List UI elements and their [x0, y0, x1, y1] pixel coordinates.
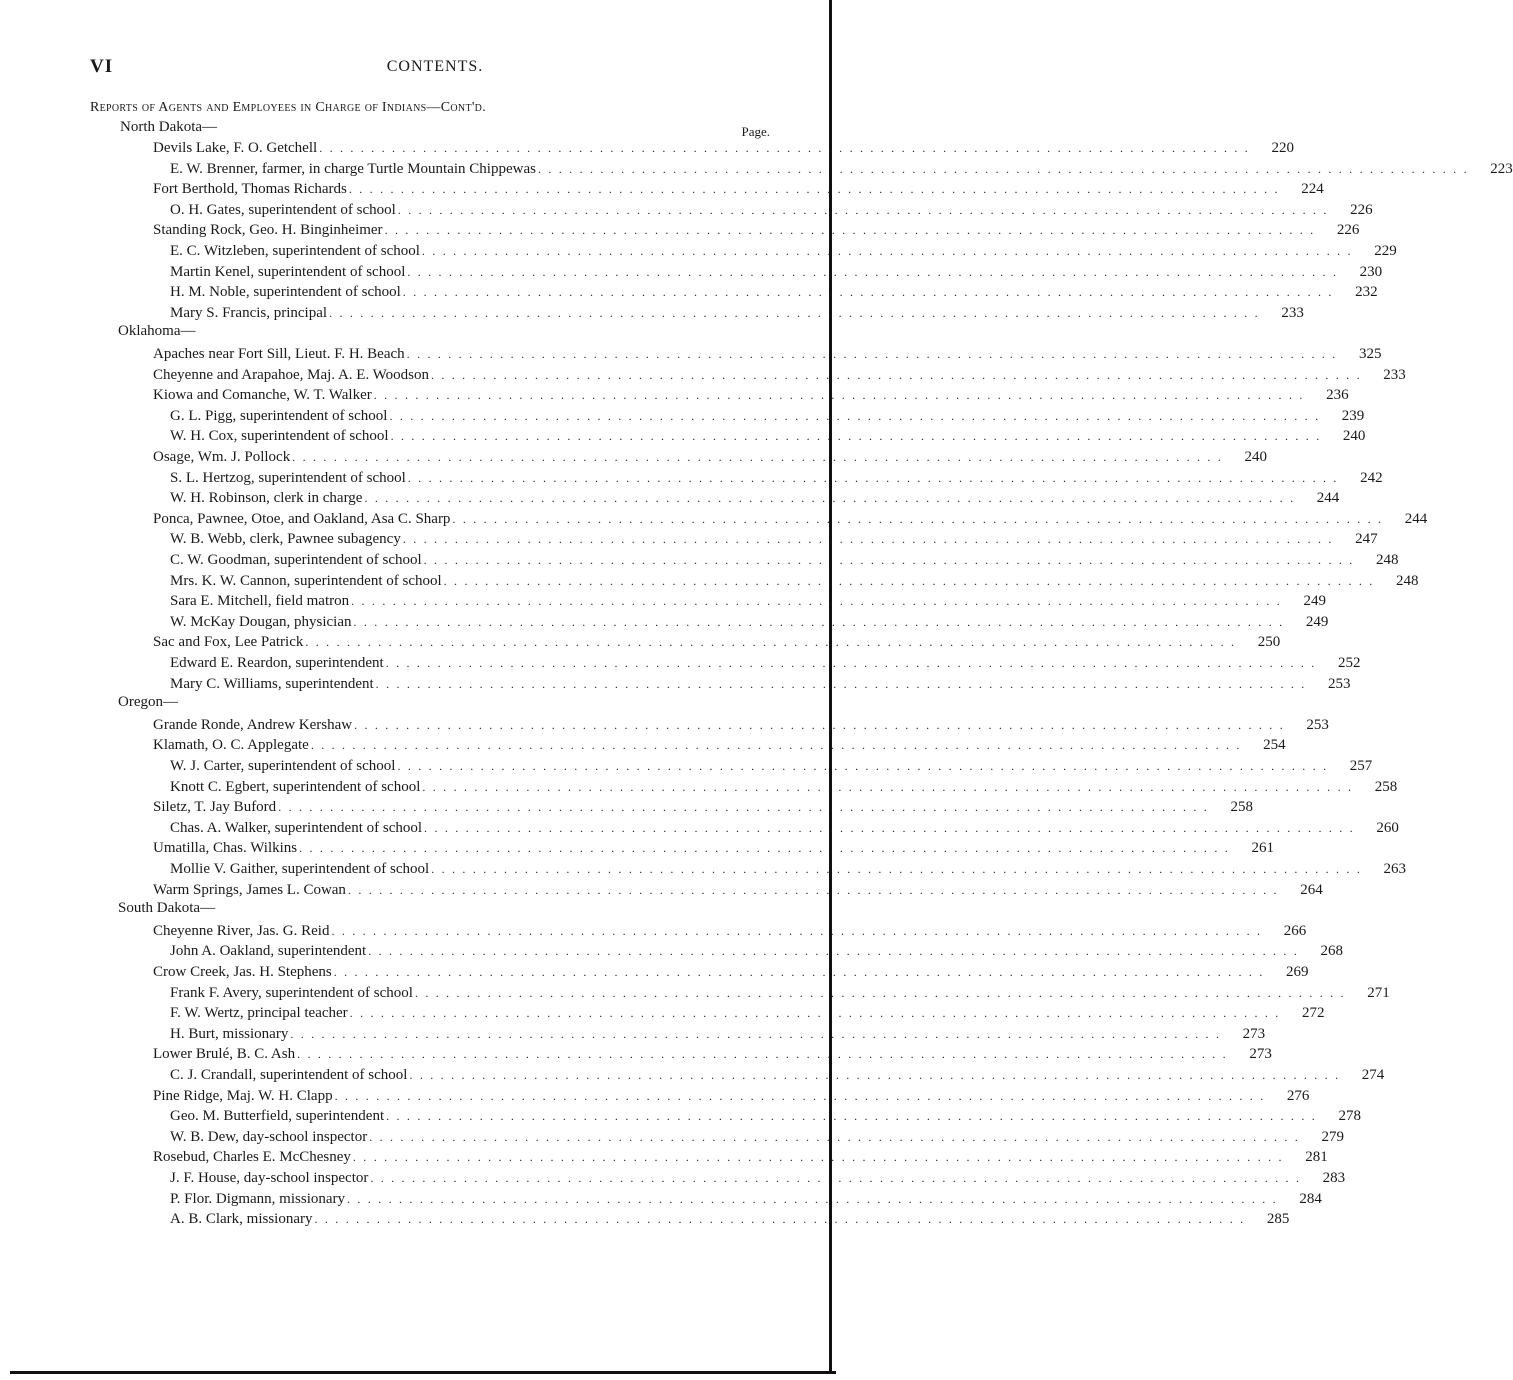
toc-entry [170, 552, 1399, 572]
toc-entry [153, 716, 1329, 737]
dot-leader: . . . . . . . . . . . . . . . . . . . . . . . . . . . . . . . . . . . . . . . . . . . . . . . . . . . . . . . . . . . . . . . . . . . . . . . . . . . . . . . . . . . . . . . . . . [334, 1088, 1266, 1103]
dot-leader: . . . . . . . . . . . . . . . . . . . . . . . . . . . . . . . . . . . . . . . . . . . . . . . . . . . . . . . . . . . . . . . . . . . . . . . . . . . . . . . . . . . . . . . . . . [390, 429, 1322, 444]
toc-entry-title: Osage, Wm. J. Pollock [153, 449, 291, 465]
toc-entry-title: Crow Creek, Jas. H. Stephens [153, 964, 332, 980]
toc-entry [153, 140, 1294, 160]
toc-entry-page: 261 [1251, 840, 1274, 857]
dot-leader: . . . . . . . . . . . . . . . . . . . . . . . . . . . . . . . . . . . . . . . . . . . . . . . . . . . . . . . . . . . . . . . . . . . . . . . . . . . . . . . . . . . . . . . . . . [421, 244, 1353, 258]
toc-entry-title: Klamath, O. C. Applegate [153, 737, 309, 754]
toc-entry-page: 268 [1320, 943, 1344, 960]
toc-entry-page: 284 [1299, 1190, 1322, 1207]
toc-entry-page: 278 [1338, 1108, 1361, 1125]
toc-entry [170, 407, 1365, 428]
toc-entry-page: 257 [1349, 758, 1373, 774]
dot-leader: . . . . . . . . . . . . . . . . . . . . . . . . . . . . . . . . . . . . . . . . . . . . . . . . . . . . . . . . . . . . . . . . . . . . . . . . . . . . . . . . . . . . . . . . . . [278, 800, 1209, 815]
dot-leader: . . . . . . . . . . . . . . . . . . . . . . . . . . . . . . . . . . . . . . . . . . . . . . . . . . . . . . . . . . . . . . . . . . . . . . . . . . . . . . . . . . . . . . . . . . [297, 1047, 1228, 1062]
toc-entry [153, 222, 1360, 242]
page-header [90, 56, 780, 80]
toc-entry-page: 224 [1301, 181, 1324, 198]
toc-entry [170, 1108, 1361, 1128]
toc-entry [170, 160, 1513, 181]
toc-entry-page: 254 [1263, 737, 1286, 754]
page-edge-bottom [10, 1371, 836, 1374]
toc-entry-page: 260 [1376, 819, 1399, 836]
dot-leader: . . . . . . . . . . . . . . . . . . . . . . . . . . . . . . . . . . . . . . . . . . . . . . . . . . . . . . . . . . . . . . . . . . . . . . . . . . . . . . . . . . . . . . . . . . [310, 738, 1242, 753]
toc-entry [170, 284, 1378, 304]
toc-entry-title: G. L. Pigg, superintendent of school [170, 407, 388, 424]
toc-entry-title: Cheyenne River, Jas. G. Reid [153, 922, 330, 939]
toc-entry-page: 285 [1266, 1211, 1290, 1228]
toc-entry-title: E. W. Brenner, farmer, in charge Turtle Mountain Chippewas [170, 160, 536, 177]
toc-entry-page: 273 [1242, 1025, 1266, 1042]
toc-entry-title: Cheyenne and Arapahoe, Maj. A. E. Woodson [153, 366, 429, 383]
toc-entry-title: F. W. Wertz, principal teacher [170, 1005, 348, 1022]
dot-leader: . . . . . . . . . . . . . . . . . . . . . . . . . . . . . . . . . . . . . . . . . . . . . . . . . . . . . . . . . . . . . . . . . . . . . . . . . . . . . . . . . . . . . . . . . . [349, 1006, 1281, 1021]
toc-entry-page: 249 [1303, 593, 1326, 610]
toc-entry-title: J. F. House, day-school inspector [170, 1170, 369, 1186]
toc-entry-title: P. Flor. Digmann, missionary [170, 1190, 346, 1207]
toc-entry [170, 778, 1398, 799]
dot-leader: . . . . . . . . . . . . . . . . . . . . . . . . . . . . . . . . . . . . . . . . . . . . . . . . . . . . . . . . . . . . . . . . . . . . . . . . . . . . . . . . . . . . . . . . . . [397, 202, 1329, 217]
toc-entry [170, 593, 1326, 613]
toc-entry-page: 240 [1244, 449, 1268, 465]
toc-entry [170, 304, 1304, 325]
toc-entry-page: 236 [1326, 387, 1349, 404]
toc-entry-page: 248 [1395, 572, 1419, 589]
toc-entry [170, 490, 1340, 510]
toc-entry-page: 248 [1375, 552, 1399, 568]
toc-entry-title: W. H. Robinson, clerk in charge [170, 490, 363, 507]
dot-leader: . . . . . . . . . . . . . . . . . . . . . . . . . . . . . . . . . . . . . . . . . . . . . . . . . . . . . . . . . . . . . . . . . . . . . . . . . . . . . . . . . . . . . . . . . . [348, 182, 1280, 197]
state-heading: North Dakota— [120, 119, 218, 135]
toc-entry-page: 273 [1249, 1046, 1272, 1063]
toc-entry [170, 1211, 1290, 1231]
toc-entry-page: 272 [1301, 1005, 1325, 1022]
toc-entry-page: 223 [1490, 160, 1513, 177]
toc-entry-title: Fort Berthold, Thomas Richards [153, 181, 347, 198]
toc-entry-page: 252 [1338, 655, 1361, 671]
dot-leader: . . . . . . . . . . . . . . . . . . . . . . . . . . . . . . . . . . . . . . . . . . . . . . . . . . . . . . . . . . . . . . . . . . . . . . . . . . . . . . . . . . . . . . . . . . [305, 635, 1237, 650]
toc-entry [153, 964, 1309, 984]
toc-entry-title: Edward E. Reardon, superintendent [170, 655, 384, 671]
toc-entry-title: Chas. A. Walker, superintendent of school [170, 819, 423, 836]
toc-entry-page: 233 [1281, 304, 1304, 321]
toc-entry-page: 279 [1321, 1128, 1344, 1145]
toc-entry-title: Geo. M. Butterfield, superintendent [170, 1108, 385, 1125]
toc-entry [153, 1046, 1272, 1066]
toc-entry-title: Rosebud, Charles E. McChesney [153, 1149, 351, 1166]
dot-leader: . . . . . . . . . . . . . . . . . . . . . . . . . . . . . . . . . . . . . . . . . . . . . . . . . . . . . . . . . . . . . . . . . . . . . . . . . . . . . . . . . . . . . . . . . . [384, 223, 1316, 238]
toc-entry-title: Standing Rock, Geo. H. Binginheimer [153, 222, 383, 239]
dot-leader: . . . . . . . . . . . . . . . . . . . . . . . . . . . . . . . . . . . . . . . . . . . . . . . . . . . . . . . . . . . . . . . . . . . . . . . . . . . . . . . . . . . . . . . . . . [423, 553, 1355, 567]
toc-entry-page: 244 [1404, 510, 1428, 527]
dot-leader: . . . . . . . . . . . . . . . . . . . . . . . . . . . . . . . . . . . . . . . . . . . . . . . . . . . . . . . . . . . . . . . . . . . . . . . . . . . . . . . . . . . . . . . . . . [373, 388, 1305, 403]
toc-entry-page: 250 [1257, 634, 1281, 651]
toc-entry [153, 881, 1323, 902]
header-title: CONTENTS. [386, 58, 484, 75]
toc-entry-title: John A. Oakland, superintendent [170, 943, 367, 960]
toc-entry-title: Sac and Fox, Lee Patrick [153, 634, 304, 651]
dot-leader: . . . . . . . . . . . . . . . . . . . . . . . . . . . . . . . . . . . . . . . . . . . . . . . . . . . . . . . . . . . . . . . . . . . . . . . . . . . . . . . . . . . . . . . . . . [452, 511, 1384, 526]
toc-entry-page: 253 [1327, 675, 1351, 692]
toc-entry-title: Mary C. Williams, superintendent [170, 675, 374, 692]
dot-leader: . . . . . . . . . . . . . . . . . . . . . . . . . . . . . . . . . . . . . . . . . . . . . . . . . . . . . . . . . . . . . . . . . . . . . . . . . . . . . . . . . . . . . . . . . . [292, 450, 1224, 464]
toc-entry-page: 263 [1383, 861, 1407, 877]
toc-entry-page: 233 [1383, 366, 1406, 383]
toc-entry-title: Knott C. Egbert, superintendent of school [170, 778, 421, 795]
toc-entry-title: C. J. Crandall, superintendent of school [170, 1067, 408, 1083]
toc-entry [170, 1190, 1322, 1211]
dot-leader: . . . . . . . . . . . . . . . . . . . . . . . . . . . . . . . . . . . . . . . . . . . . . . . . . . . . . . . . . . . . . . . . . . . . . . . . . . . . . . . . . . . . . . . . . . [406, 347, 1338, 361]
toc-entry [170, 819, 1399, 840]
toc-entry [170, 469, 1383, 490]
toc-entry [170, 861, 1407, 881]
page-column-label: Page. [741, 124, 770, 139]
toc-entry-title: Mary S. Francis, principal [170, 304, 328, 321]
dot-leader: . . . . . . . . . . . . . . . . . . . . . . . . . . . . . . . . . . . . . . . . . . . . . . . . . . . . . . . . . . . . . . . . . . . . . . . . . . . . . . . . . . . . . . . . . . [314, 1212, 1246, 1227]
dot-leader: . . . . . . . . . . . . . . . . . . . . . . . . . . . . . . . . . . . . . . . . . . . . . . . . . . . . . . . . . . . . . . . . . . . . . . . . . . . . . . . . . . . . . . . . . . [329, 305, 1260, 320]
toc-entry [170, 758, 1373, 778]
dot-leader: . . . . . . . . . . . . . . . . . . . . . . . . . . . . . . . . . . . . . . . . . . . . . . . . . . . . . . . . . . . . . . . . . . . . . . . . . . . . . . . . . . . . . . . . . . [385, 656, 1317, 670]
toc-entry-title: C. W. Goodman, superintendent of school [170, 552, 422, 568]
toc-entry [170, 428, 1366, 448]
toc-entry [153, 366, 1406, 387]
toc-entry-page: 274 [1361, 1067, 1385, 1083]
toc-entry-page: 264 [1300, 881, 1323, 898]
toc-entry-title: Mrs. K. W. Cannon, superintendent of school [170, 572, 442, 589]
toc-entry-title: E. C. Witzleben, superintendent of school [170, 243, 420, 259]
dot-leader: . . . . . . . . . . . . . . . . . . . . . . . . . . . . . . . . . . . . . . . . . . . . . . . . . . . . . . . . . . . . . . . . . . . . . . . . . . . . . . . . . . . . . . . . . . [370, 1171, 1302, 1185]
toc-entry-title: W. J. Carter, superintendent of school [170, 758, 396, 774]
dot-leader: . . . . . . . . . . . . . . . . . . . . . . . . . . . . . . . . . . . . . . . . . . . . . . . . . . . . . . . . . . . . . . . . . . . . . . . . . . . . . . . . . . . . . . . . . . [422, 779, 1354, 794]
toc-entry-page: 258 [1374, 778, 1398, 795]
toc-entry [170, 243, 1397, 263]
toc-entry-page: 230 [1359, 263, 1383, 280]
toc-entry-page: 283 [1322, 1170, 1346, 1186]
dot-leader: . . . . . . . . . . . . . . . . . . . . . . . . . . . . . . . . . . . . . . . . . . . . . . . . . . . . . . . . . . . . . . . . . . . . . . . . . . . . . . . . . . . . . . . . . . [364, 491, 1296, 506]
toc-entry-title: Siletz, T. Jay Buford [153, 799, 277, 816]
toc-entry-title: Lower Brulé, B. C. Ash [153, 1046, 296, 1063]
toc-entry [153, 737, 1286, 757]
toc-entry [153, 510, 1428, 531]
state-heading: Oregon— [118, 694, 178, 711]
toc-entry-page: 247 [1355, 531, 1378, 548]
toc-entry-title: O. H. Gates, superintendent of school [170, 201, 396, 218]
toc-entry [170, 1025, 1266, 1046]
toc-entry-title: H. Burt, missionary [170, 1025, 289, 1042]
dot-leader: . . . . . . . . . . . . . . . . . . . . . . . . . . . . . . . . . . . . . . . . . . . . . . . . . . . . . . . . . . . . . . . . . . . . . . . . . . . . . . . . . . . . . . . . . . [369, 1129, 1300, 1144]
toc-entry-page: 240 [1342, 428, 1366, 445]
toc-entry [170, 1128, 1344, 1149]
toc-entry-title: Martin Kenel, superintendent of school [170, 263, 406, 280]
toc-entry [170, 1005, 1325, 1025]
dot-leader: . . . . . . . . . . . . . . . . . . . . . . . . . . . . . . . . . . . . . . . . . . . . . . . . . . . . . . . . . . . . . . . . . . . . . . . . . . . . . . . . . . . . . . . . . . [430, 367, 1362, 382]
dot-leader: . . . . . . . . . . . . . . . . . . . . . . . . . . . . . . . . . . . . . . . . . . . . . . . . . . . . . . . . . . . . . . . . . . . . . . . . . . . . . . . . . . . . . . . . . . [353, 614, 1285, 629]
toc-entry-title: W. B. Dew, day-school inspector [170, 1128, 368, 1145]
dot-leader: . . . . . . . . . . . . . . . . . . . . . . . . . . . . . . . . . . . . . . . . . . . . . . . . . . . . . . . . . . . . . . . . . . . . . . . . . . . . . . . . . . . . . . . . . . [409, 1068, 1341, 1082]
dot-leader: . . . . . . . . . . . . . . . . . . . . . . . . . . . . . . . . . . . . . . . . . . . . . . . . . . . . . . . . . . . . . . . . . . . . . . . . . . . . . . . . . . . . . . . . . . [537, 161, 1469, 176]
dot-leader: . . . . . . . . . . . . . . . . . . . . . . . . . . . . . . . . . . . . . . . . . . . . . . . . . . . . . . . . . . . . . . . . . . . . . . . . . . . . . . . . . . . . . . . . . . [368, 944, 1300, 959]
toc-entry-title: W. B. Webb, clerk, Pawnee subagency [170, 531, 401, 548]
toc-entry-page: 239 [1341, 407, 1365, 424]
toc-entry-page: 249 [1305, 613, 1329, 630]
toc-entry-page: 242 [1360, 469, 1383, 486]
dot-leader: . . . . . . . . . . . . . . . . . . . . . . . . . . . . . . . . . . . . . . . . . . . . . . . . . . . . . . . . . . . . . . . . . . . . . . . . . . . . . . . . . . . . . . . . . . [414, 985, 1346, 1000]
toc-entry [170, 655, 1361, 675]
dot-leader: . . . . . . . . . . . . . . . . . . . . . . . . . . . . . . . . . . . . . . . . . . . . . . . . . . . . . . . . . . . . . . . . . . . . . . . . . . . . . . . . . . . . . . . . . . [402, 285, 1334, 300]
toc-entry [170, 1170, 1346, 1190]
toc-entry-title: Warm Springs, James L. Cowan [153, 881, 346, 898]
toc-entry-page: 271 [1367, 984, 1390, 1001]
toc-entry-title: W. McKay Dougan, physician [170, 613, 352, 630]
toc-entry-page: 244 [1316, 490, 1340, 507]
dot-leader: . . . . . . . . . . . . . . . . . . . . . . . . . . . . . . . . . . . . . . . . . . . . . . . . . . . . . . . . . . . . . . . . . . . . . . . . . . . . . . . . . . . . . . . . . . [333, 965, 1265, 979]
toc-entry-page: 229 [1374, 243, 1397, 259]
dot-leader: . . . . . . . . . . . . . . . . . . . . . . . . . . . . . . . . . . . . . . . . . . . . . . . . . . . . . . . . . . . . . . . . . . . . . . . . . . . . . . . . . . . . . . . . . . [299, 841, 1230, 856]
toc-entry [170, 201, 1373, 222]
dot-leader: . . . . . . . . . . . . . . . . . . . . . . . . . . . . . . . . . . . . . . . . . . . . . . . . . . . . . . . . . . . . . . . . . . . . . . . . . . . . . . . . . . . . . . . . . . [397, 759, 1329, 773]
dot-leader: . . . . . . . . . . . . . . . . . . . . . . . . . . . . . . . . . . . . . . . . . . . . . . . . . . . . . . . . . . . . . . . . . . . . . . . . . . . . . . . . . . . . . . . . . . [375, 676, 1307, 691]
toc-entry-title: Apaches near Fort Sill, Lieut. F. H. Beach [153, 346, 405, 362]
dot-leader: . . . . . . . . . . . . . . . . . . . . . . . . . . . . . . . . . . . . . . . . . . . . . . . . . . . . . . . . . . . . . . . . . . . . . . . . . . . . . . . . . . . . . . . . . . [347, 882, 1279, 897]
toc-entry-page: 226 [1350, 201, 1373, 218]
section-title: Reports of Agents and Employees in Charge of Indians—Cont'd. [90, 100, 487, 115]
dot-leader: . . . . . . . . . . . . . . . . . . . . . . . . . . . . . . . . . . . . . . . . . . . . . . . . . . . . . . . . . . . . . . . . . . . . . . . . . . . . . . . . . . . . . . . . . . [424, 820, 1355, 835]
dot-leader: . . . . . . . . . . . . . . . . . . . . . . . . . . . . . . . . . . . . . . . . . . . . . . . . . . . . . . . . . . . . . . . . . . . . . . . . . . . . . . . . . . . . . . . . . . [352, 1150, 1284, 1165]
toc-entry [170, 572, 1419, 593]
toc-entry-title: Kiowa and Comanche, W. T. Walker [153, 387, 372, 404]
toc-entry [153, 346, 1382, 366]
dot-leader: . . . . . . . . . . . . . . . . . . . . . . . . . . . . . . . . . . . . . . . . . . . . . . . . . . . . . . . . . . . . . . . . . . . . . . . . . . . . . . . . . . . . . . . . . . [443, 573, 1375, 588]
toc-entry-page: 266 [1283, 922, 1307, 939]
toc-entry-page: 325 [1358, 346, 1382, 362]
toc-entry-page: 226 [1336, 222, 1360, 239]
toc-entry [170, 943, 1344, 963]
page-number: VI [90, 56, 114, 77]
dot-leader: . . . . . . . . . . . . . . . . . . . . . . . . . . . . . . . . . . . . . . . . . . . . . . . . . . . . . . . . . . . . . . . . . . . . . . . . . . . . . . . . . . . . . . . . . . [319, 141, 1250, 155]
toc-entry-page: 258 [1230, 799, 1253, 816]
toc-entry [170, 613, 1329, 634]
toc-entry [153, 922, 1307, 943]
dot-leader: . . . . . . . . . . . . . . . . . . . . . . . . . . . . . . . . . . . . . . . . . . . . . . . . . . . . . . . . . . . . . . . . . . . . . . . . . . . . . . . . . . . . . . . . . . [351, 594, 1282, 609]
toc-entry [170, 984, 1390, 1005]
dot-leader: . . . . . . . . . . . . . . . . . . . . . . . . . . . . . . . . . . . . . . . . . . . . . . . . . . . . . . . . . . . . . . . . . . . . . . . . . . . . . . . . . . . . . . . . . . [354, 717, 1285, 732]
toc-entry [170, 1067, 1385, 1087]
toc-entry-page: 269 [1286, 964, 1309, 980]
dot-leader: . . . . . . . . . . . . . . . . . . . . . . . . . . . . . . . . . . . . . . . . . . . . . . . . . . . . . . . . . . . . . . . . . . . . . . . . . . . . . . . . . . . . . . . . . . [347, 1191, 1278, 1206]
toc-entry-title: S. L. Hertzog, superintendent of school [170, 469, 406, 486]
toc-entry-title: W. H. Cox, superintendent of school [170, 428, 389, 445]
toc-entry-page: 253 [1306, 716, 1329, 733]
toc-entry-page: 220 [1271, 140, 1294, 156]
toc-entry-title: Umatilla, Chas. Wilkins [153, 840, 298, 857]
dot-leader: . . . . . . . . . . . . . . . . . . . . . . . . . . . . . . . . . . . . . . . . . . . . . . . . . . . . . . . . . . . . . . . . . . . . . . . . . . . . . . . . . . . . . . . . . . [290, 1026, 1222, 1041]
toc-entry-title: H. M. Noble, superintendent of school [170, 284, 401, 301]
toc-entry [170, 675, 1351, 696]
state-heading: Oklahoma— [118, 323, 196, 340]
toc-entry [170, 263, 1383, 284]
toc-entry [153, 449, 1268, 469]
toc-entry [153, 634, 1281, 654]
dot-leader: . . . . . . . . . . . . . . . . . . . . . . . . . . . . . . . . . . . . . . . . . . . . . . . . . . . . . . . . . . . . . . . . . . . . . . . . . . . . . . . . . . . . . . . . . . [431, 862, 1363, 876]
dot-leader: . . . . . . . . . . . . . . . . . . . . . . . . . . . . . . . . . . . . . . . . . . . . . . . . . . . . . . . . . . . . . . . . . . . . . . . . . . . . . . . . . . . . . . . . . . [331, 923, 1263, 938]
toc-entry-title: Sara E. Mitchell, field matron [170, 593, 350, 610]
toc-entry [153, 181, 1324, 201]
dot-leader: . . . . . . . . . . . . . . . . . . . . . . . . . . . . . . . . . . . . . . . . . . . . . . . . . . . . . . . . . . . . . . . . . . . . . . . . . . . . . . . . . . . . . . . . . . [402, 532, 1334, 547]
dot-leader: . . . . . . . . . . . . . . . . . . . . . . . . . . . . . . . . . . . . . . . . . . . . . . . . . . . . . . . . . . . . . . . . . . . . . . . . . . . . . . . . . . . . . . . . . . [407, 470, 1339, 485]
toc-entry-title: Grande Ronde, Andrew Kershaw [153, 716, 353, 733]
toc-entry-page: 281 [1305, 1149, 1328, 1166]
toc-entry-title: Devils Lake, F. O. Getchell [153, 140, 318, 156]
toc-entry-title: Mollie V. Gaither, superintendent of school [170, 861, 430, 877]
state-heading: South Dakota— [118, 900, 216, 917]
toc-entry-title: Pine Ridge, Maj. W. H. Clapp [153, 1087, 333, 1104]
dot-leader: . . . . . . . . . . . . . . . . . . . . . . . . . . . . . . . . . . . . . . . . . . . . . . . . . . . . . . . . . . . . . . . . . . . . . . . . . . . . . . . . . . . . . . . . . . [389, 408, 1321, 423]
dot-leader: . . . . . . . . . . . . . . . . . . . . . . . . . . . . . . . . . . . . . . . . . . . . . . . . . . . . . . . . . . . . . . . . . . . . . . . . . . . . . . . . . . . . . . . . . . [407, 264, 1339, 279]
toc-entry-title: Ponca, Pawnee, Otoe, and Oakland, Asa C. Sharp [153, 510, 451, 527]
toc-entry [170, 531, 1378, 551]
dot-leader: . . . . . . . . . . . . . . . . . . . . . . . . . . . . . . . . . . . . . . . . . . . . . . . . . . . . . . . . . . . . . . . . . . . . . . . . . . . . . . . . . . . . . . . . . . [386, 1109, 1317, 1124]
toc-entry [153, 840, 1274, 860]
toc-entry [153, 387, 1349, 407]
toc-entry-page: 276 [1286, 1087, 1310, 1104]
toc-entry-title: A. B. Clark, missionary [170, 1211, 313, 1228]
toc-entry [153, 799, 1253, 819]
toc-entry [153, 1149, 1328, 1169]
toc-entry [153, 1087, 1310, 1108]
toc-entry-page: 232 [1355, 284, 1378, 301]
toc-entry-title: Frank F. Avery, superintendent of school [170, 984, 413, 1001]
